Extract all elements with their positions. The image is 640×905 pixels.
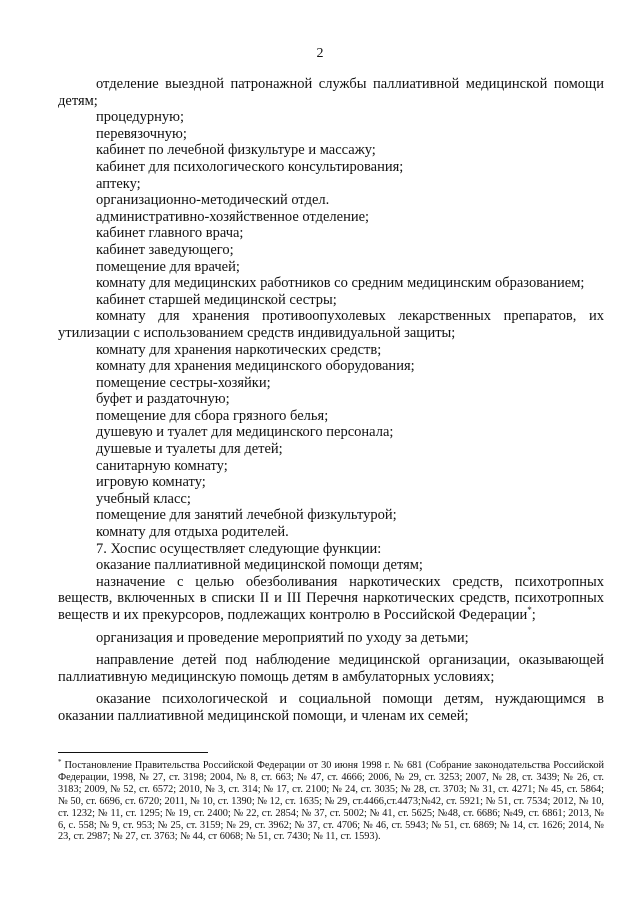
- list-item: учебный класс;: [96, 490, 191, 507]
- list-item: игровую комнату;: [96, 474, 206, 491]
- list-item: санитарную комнату;: [96, 457, 228, 474]
- footnote-divider: [58, 752, 208, 753]
- function-item: направление детей под наблюдение медицинской организации, оказывающей паллиативную медицинскую помощь детям в амбулаторных условиях;: [58, 652, 604, 685]
- function-item: оказание психологической и социальной помощи детям, нуждающимся в оказании паллиативной медицинской помощи, и членам их семей;: [58, 691, 604, 724]
- footnote-marker: *: [527, 605, 532, 616]
- list-item: кабинет главного врача;: [96, 225, 244, 242]
- function-designation-text: назначение с целью обезболивания наркотических средств, психотропных веществ, включенных в списки II и III Перечня наркотических средств, психотропных веществ и их прекурсоров, подлежащих контролю в Российской Федерации: [58, 573, 604, 623]
- document-body: [58, 76, 604, 725]
- list-item: помещение для сбора грязного белья;: [96, 407, 329, 424]
- list-item: кабинет по лечебной физкультуре и массажу;: [96, 142, 376, 159]
- list-item: комнату для медицинских работников со средним медицинским образованием;: [96, 275, 585, 292]
- list-item: процедурную;: [96, 109, 185, 126]
- footnote-text: Постановление Правительства Российской Федерации от 30 июня 1998 г. № 681 (Собрание законодательства Российской Федерации, 1998, № 27, ст. 3198; 2004, № 8, ст. 663; № 47, ст. 4666; 2006, № 29, ст. 3253; 2007, № 28, ст. 3439; № 26, ст. 3183; 2009, № 52, ст. 6572; 2010, № 3, ст. 314; № 17, ст. 2100; № 24, ст. 3035; № 28, ст. 3703; № 31, ст. 4271; № 45, ст. 5864; № 50, ст. 6696, ст. 6720; 2011, № 10, ст. 1390; № 12, ст. 1635; № 29, ст.4466,ст.4473;№42, ст. 5921; № 51, ст. 7534; 2012, № 10, ст. 1232; № 11, ст. 1295; № 19, ст. 2400; № 22, ст. 2854; № 37, ст. 5002; № 41, ст. 5625; №48, ст. 6686; №49, ст. 6861; 2013, № 6, с. 558; № 9, ст. 953; № 25, ст. 3159; № 29, ст. 3962; № 37, ст. 4706; № 46, ст. 5943; № 51, ст. 6869; № 14, ст. 1626; 2014, № 23, ст. 2987; № 27, ст. 3763; № 44, ст 6068; № 51, ст. 7430; № 11, ст. 1593).: [58, 760, 604, 843]
- list-item: кабинет для психологического консультирования;: [96, 158, 404, 175]
- list-item: помещение для занятий лечебной физкультурой;: [96, 507, 397, 524]
- list-item: комнату для хранения наркотических средств;: [96, 341, 382, 358]
- list-item: административно-хозяйственное отделение;: [96, 208, 370, 225]
- list-item: душевую и туалет для медицинского персонала;: [96, 424, 394, 441]
- section-heading: 7. Хоспис осуществляет следующие функции:: [96, 540, 382, 557]
- list-item: комнату для хранения медицинского оборудования;: [96, 358, 415, 375]
- page-number: 2: [316, 46, 324, 61]
- list-item: аптеку;: [96, 175, 141, 192]
- list-item: организационно-методический отдел.: [96, 192, 330, 209]
- list-item: буфет и раздаточную;: [96, 391, 230, 408]
- footnote-mark: *: [58, 757, 62, 766]
- footnote: [58, 757, 604, 843]
- list-item: душевые и туалеты для детей;: [96, 441, 283, 458]
- list-item: помещение для врачей;: [96, 258, 240, 275]
- function-item: оказание паллиативной медицинской помощи детям;: [96, 557, 423, 574]
- list-item: кабинет заведующего;: [96, 241, 234, 258]
- list-item: кабинет старшей медицинской сестры;: [96, 291, 337, 308]
- list-item: помещение сестры-хозяйки;: [96, 374, 271, 391]
- list-item: отделение выездной патронажной службы паллиативной медицинской помощи детям;: [58, 76, 604, 109]
- function-item: организация и проведение мероприятий по уходу за детьми;: [96, 629, 469, 646]
- list-item: комнату для хранения противоопухолевых лекарственных препаратов, их утилизации с использованием средств индивидуальной защиты;: [58, 308, 604, 341]
- list-item: комнату для отдыха родителей.: [96, 524, 289, 541]
- list-item: перевязочную;: [96, 125, 187, 142]
- function-item: назначение с целью обезболивания наркотических средств, психотропных веществ, включенных в списки II и III Перечня наркотических средств, психотропных веществ и их прекурсоров, подлежащих контролю в Российской Федерации*;: [58, 573, 604, 623]
